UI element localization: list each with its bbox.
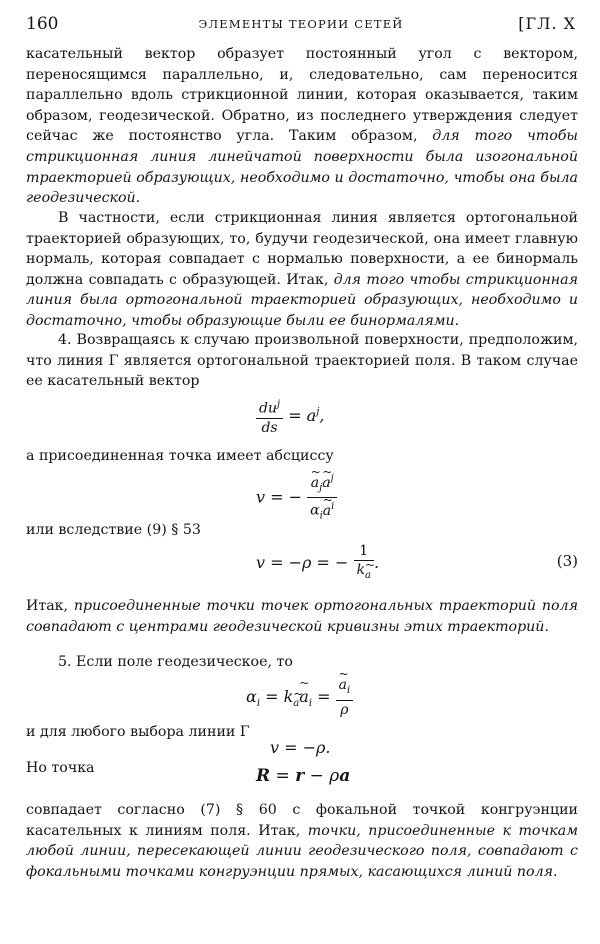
- formula-point: R = r − ρa: [256, 766, 351, 786]
- paragraph-8: и для любого выбора линии Γ: [26, 724, 250, 740]
- fraction: $\frac{1}{k\sim _a}$: [354, 542, 374, 585]
- page-number: 160: [26, 14, 59, 34]
- paragraph-4: а присоединенная точка имеет абсциссу: [26, 448, 334, 464]
- paragraph-10-text: совпадает согласно (7) § 60 с фокальной точкой конгруэнции касательных к линиям поля. Итак,: [26, 802, 578, 839]
- equation-number: (3): [556, 552, 578, 570]
- paragraph-1-text: касательный вектор образует постоянный угол с вектором, переносящимся параллельно, и, следовательно, сам переносится параллельно вдоль стрикционной линии, которая оказывается, таким образом, геодезической. Обратно, из последнего утверждения следует сейчас же постоянство угла. Таким образом,: [26, 46, 578, 145]
- formula-rho: v = −ρ = − $\frac{1}{k\sim _a}$ .: [256, 542, 379, 585]
- paragraph-10-italic: точки, присоединенные к точкам любой линии, пересекающей линии геодезического поля, совпадают с фокальными точками конгруэнции прямых, касающихся линий поля.: [26, 822, 578, 880]
- formula-geodesic-field: $\alpha_i$ = k~ $_a$~ $a_i$ = ~ $\frac{a_i}{\rho}$: [246, 676, 353, 719]
- paragraph-2-text: В частности, если стрикционная линия является ортогональной траекторией образующих, то, будучи геодезической, она имеет главную нормаль, которая совпадает с нормалью поверхности, а ее бинормаль должна совпадать с образующей. Итак,: [26, 210, 578, 288]
- paragraph-7: 5. Если поле геодезическое, то: [58, 654, 293, 670]
- paragraph-1: [26, 44, 578, 209]
- fraction: $\frac{du^j}{ds}$: [256, 396, 283, 437]
- paragraph-6-italic: присоединенные точки точек ортогональных траекторий поля совпадают с центрами геодезической кривизны этих траекторий.: [26, 598, 578, 635]
- paragraph-5: или вследствие (9) § 53: [26, 522, 201, 538]
- running-title: ЭЛЕМЕНТЫ ТЕОРИИ СЕТЕЙ: [198, 17, 404, 31]
- fraction: ~ $\frac{a_i}{\rho}$: [336, 676, 354, 719]
- paragraph-9: Но точка: [26, 760, 95, 776]
- paragraph-6: [26, 596, 578, 637]
- fraction: ~ $\frac{a_j\sim a^j}{\alpha_i\sim a^i}$: [307, 470, 337, 526]
- formula-v-rho: v = −ρ.: [270, 738, 331, 757]
- paragraph-2-italic: для того чтобы стрикционная линия была ортогональной траекторией образующих, необходимо и достаточно, чтобы образующие были ее бинормалями.: [26, 271, 579, 329]
- running-header: [26, 14, 576, 36]
- formula-abscissa: v = − ~ $\frac{a_j\sim a^j}{\alpha_i\sim a^i}$: [256, 470, 337, 526]
- formula-tangent-vector: [256, 396, 324, 437]
- paragraph-6-text: Итак,: [26, 598, 74, 614]
- formula-rhs: = $a^j$,: [288, 405, 325, 425]
- paragraph-1-italic: для того чтобы стрикционная линия линейчатой поверхности была изогональной траекторией образующих, необходимо и достаточно, чтобы она была геодезической.: [26, 128, 578, 207]
- paragraph-2: [26, 208, 578, 332]
- paragraph-3: 4. Возвращаясь к случаю произвольной поверхности, предположим, что линия Γ является ортогональной траекторией поля. В таком случае ее касательный вектор: [26, 332, 578, 390]
- paragraph-10: [26, 800, 578, 882]
- chapter-marker: [ГЛ. X: [518, 14, 576, 33]
